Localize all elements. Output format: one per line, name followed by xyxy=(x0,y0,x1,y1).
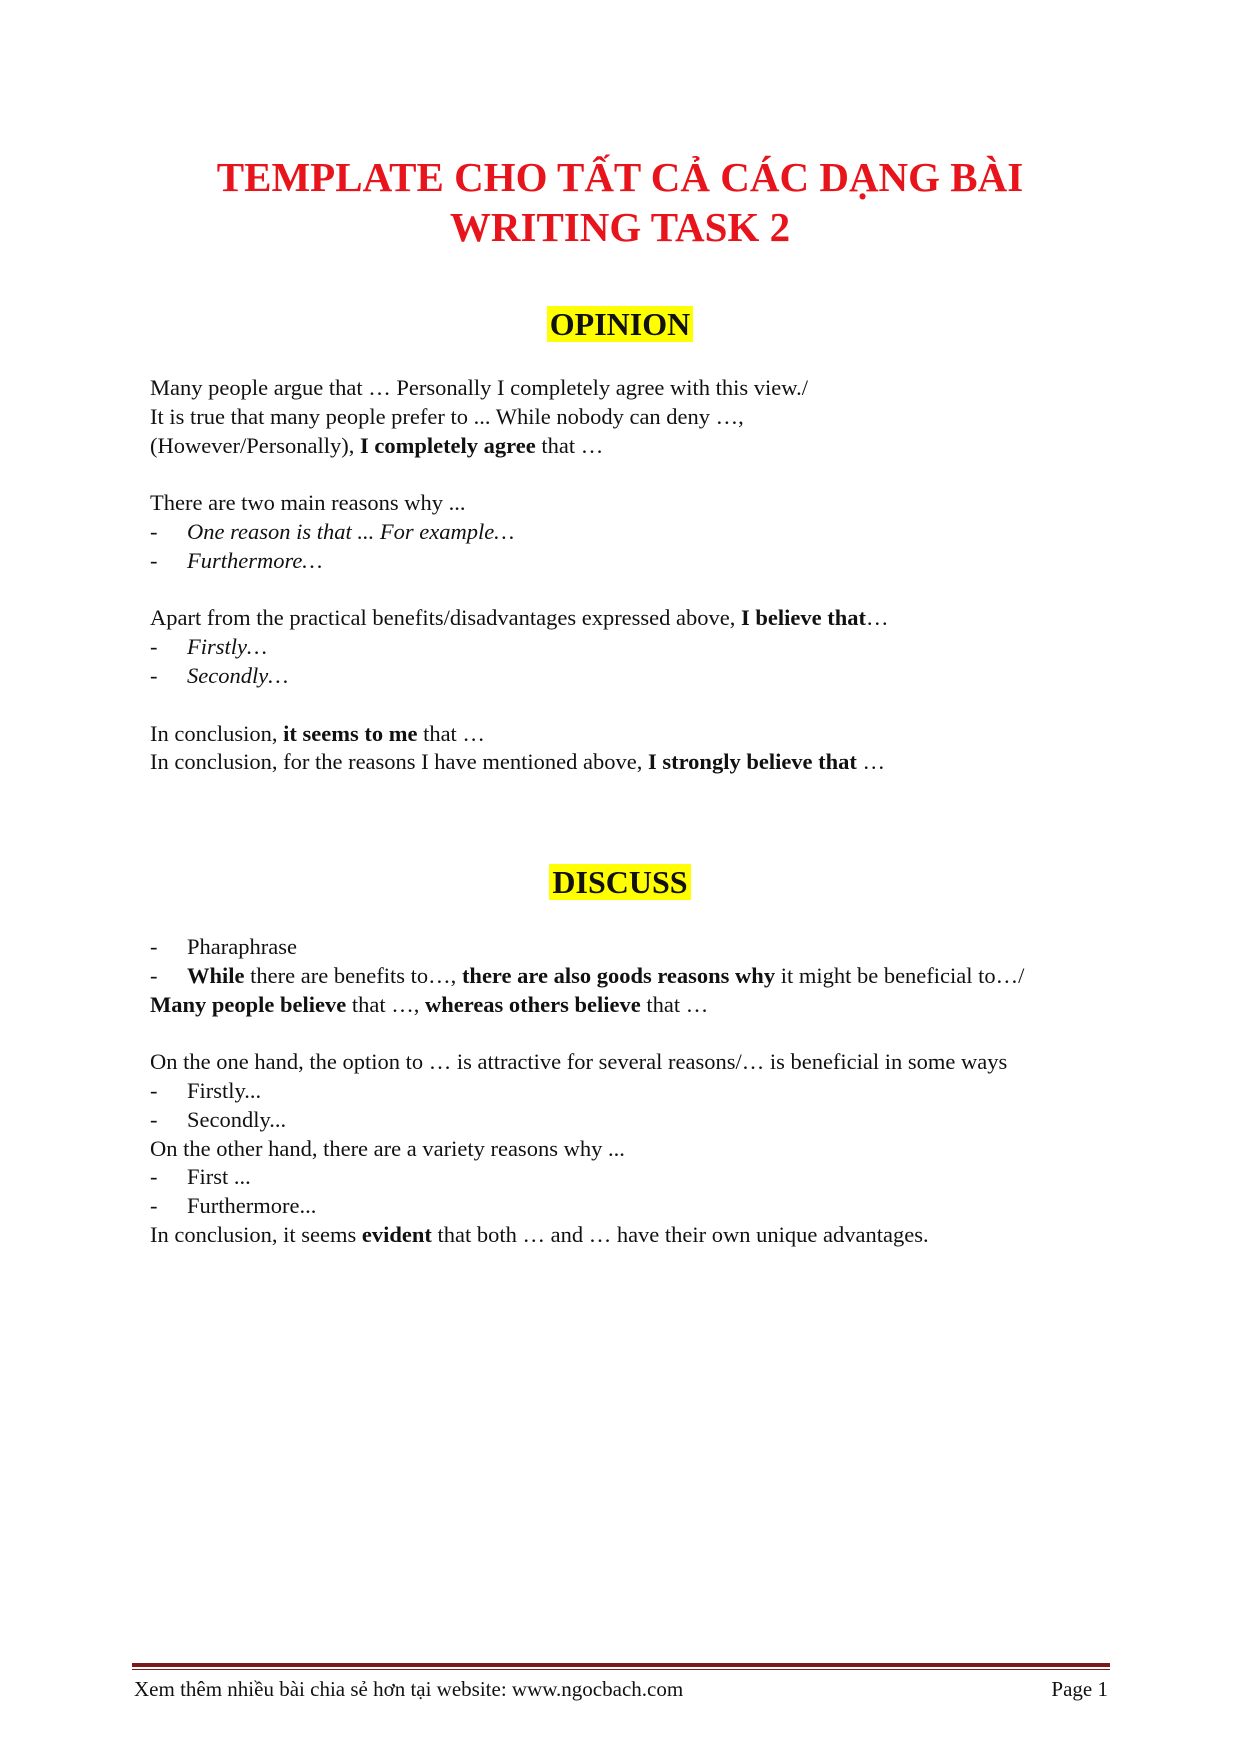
opinion-intro-line-3 xyxy=(150,432,1110,461)
opinion-heading-text: OPINION xyxy=(547,306,693,342)
document-title xyxy=(0,152,1240,252)
bold-run: whereas others believe xyxy=(424,991,641,1017)
page-number: Page 1 xyxy=(1051,1677,1108,1701)
bullet-text: First ... xyxy=(187,1164,251,1190)
text-run: that …, xyxy=(346,991,425,1017)
text-run: that … xyxy=(535,432,604,458)
discuss-heading xyxy=(0,862,1240,902)
bold-run: Many people believe xyxy=(150,991,347,1017)
bold-run: While xyxy=(187,962,245,988)
opinion-belief-bullet-2 xyxy=(150,662,1110,691)
text-run: Apart from the practical benefits/disadvantages expressed above, xyxy=(150,605,742,631)
bullet-text: Firstly… xyxy=(187,634,268,660)
text-run: that both … and … have their own unique advantages. xyxy=(431,1221,929,1247)
footer-rule xyxy=(132,1663,1110,1667)
text-run: … xyxy=(866,605,889,631)
bullet-text: Secondly… xyxy=(187,662,289,688)
bullet-text: Furthermore... xyxy=(187,1193,317,1219)
title-line-1: TEMPLATE CHO TẤT CẢ CÁC DẠNG BÀI xyxy=(216,154,1024,200)
discuss-other-hand: On the other hand, there are a variety reasons why ... xyxy=(150,1135,625,1161)
opinion-reasons-lead: There are two main reasons why ... xyxy=(150,490,466,516)
opinion-intro-line-1: Many people argue that … Personally I completely agree with this view./ xyxy=(150,375,808,400)
title-line-2: WRITING TASK 2 xyxy=(449,204,791,250)
opinion-conclusion-1 xyxy=(150,720,1110,749)
text-run: In conclusion, xyxy=(150,720,284,746)
bullet-text: Firstly... xyxy=(187,1077,262,1103)
bullet-dash: - xyxy=(150,634,158,660)
bold-run: I believe that xyxy=(741,605,867,631)
bold-run: there are also goods reasons why xyxy=(461,962,776,988)
discuss-bullet-paraphrase xyxy=(150,933,1110,962)
opinion-belief-bullet-1 xyxy=(150,633,1110,662)
discuss-one-hand-bullet-1 xyxy=(150,1077,1110,1106)
bullet-text: Secondly... xyxy=(187,1106,287,1132)
bullet-dash: - xyxy=(150,1106,158,1132)
discuss-other-hand-bullet-1 xyxy=(150,1163,1110,1192)
discuss-heading-text: DISCUSS xyxy=(549,864,690,900)
discuss-many-people-line xyxy=(150,991,1110,1020)
bullet-dash: - xyxy=(150,1164,158,1190)
opinion-intro-line-2: It is true that many people prefer to ... While nobody can deny …, xyxy=(150,403,744,429)
bullet-dash: - xyxy=(150,962,158,988)
bullet-dash: - xyxy=(150,1193,158,1219)
text-run: (However/Personally), xyxy=(150,432,360,458)
footer-website-note: Xem thêm nhiều bài chia sẻ hơn tại website: www.ngocbach.com xyxy=(134,1677,684,1701)
bullet-dash: - xyxy=(150,662,158,688)
discuss-one-hand-bullet-2 xyxy=(150,1106,1110,1135)
text-run: … xyxy=(856,749,886,775)
discuss-one-hand: On the one hand, the option to … is attractive for several reasons/… is beneficial in some ways xyxy=(150,1049,1008,1075)
text-run: it might be beneficial to…/ xyxy=(775,962,1025,988)
bullet-dash: - xyxy=(150,934,158,959)
footer-rule-thin xyxy=(132,1669,1110,1670)
opinion-reason-bullet-2 xyxy=(150,547,1110,576)
opinion-conclusion-2 xyxy=(150,748,1110,777)
bullet-text: One reason is that ... For example… xyxy=(187,518,515,544)
bullet-dash: - xyxy=(150,1077,158,1103)
bullet-text: Pharaphrase xyxy=(187,934,297,959)
text-run: that … xyxy=(640,991,709,1017)
text-run: there are benefits to…, xyxy=(244,962,462,988)
bold-run: evident xyxy=(361,1221,432,1247)
bold-run: I completely agree xyxy=(359,432,536,458)
discuss-conclusion xyxy=(150,1221,1110,1250)
discuss-section xyxy=(150,933,1110,1250)
discuss-other-hand-bullet-2 xyxy=(150,1192,1110,1221)
opinion-beliefs-lead xyxy=(150,604,1110,633)
bold-run: I strongly believe that xyxy=(647,749,857,775)
bold-run: it seems to me xyxy=(283,720,418,746)
bullet-dash: - xyxy=(150,547,158,573)
opinion-heading xyxy=(0,304,1240,344)
opinion-section xyxy=(150,374,1110,777)
bullet-text: Furthermore… xyxy=(187,547,323,573)
text-run: In conclusion, it seems xyxy=(150,1221,362,1247)
text-run: In conclusion, for the reasons I have mentioned above, xyxy=(150,749,648,775)
opinion-reason-bullet-1 xyxy=(150,518,1110,547)
bullet-dash: - xyxy=(150,518,158,544)
discuss-bullet-while xyxy=(150,962,1110,991)
text-run: that … xyxy=(417,720,485,746)
